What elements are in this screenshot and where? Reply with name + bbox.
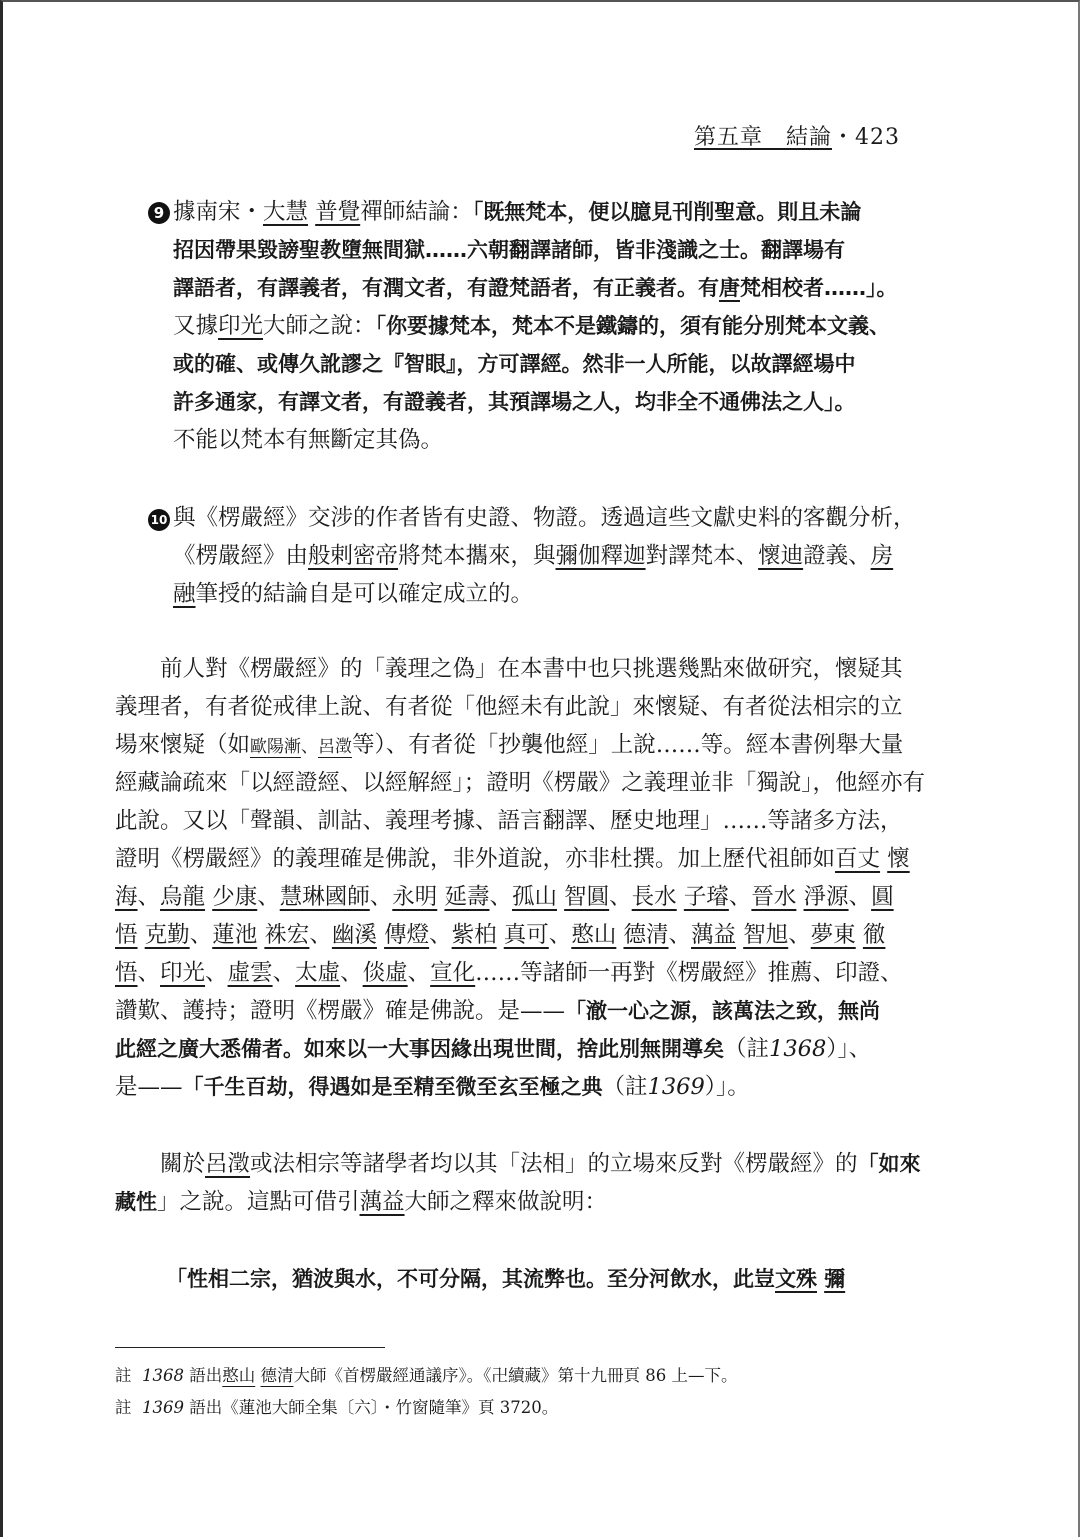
item-9: [148, 193, 898, 459]
item-9-line-3: 譯語者，有譯義者，有潤文者，有證梵語者，有正義者。有唐梵相校者……」。: [173, 276, 898, 300]
paragraph-line: 海、烏龍 少康、慧琳國師、永明 延壽、孤山 智圓、長水 子璿、晉水 淨源、圓: [115, 884, 894, 910]
person-name: 彌: [824, 1267, 846, 1291]
running-header: [694, 120, 900, 151]
person-name: 般剌密帝: [308, 543, 399, 569]
item-10-line-3: 融筆授的結論自是可以確定成立的。: [173, 581, 534, 607]
person-name: 融: [173, 581, 196, 607]
person-name: 懷迪: [758, 543, 804, 569]
paragraph-line: 悟 克勤、蓮池 袾宏、幽溪 傳燈、紫柏 真可、憨山 德清、蕅益 智旭、夢東 徹: [115, 922, 886, 948]
person-name: 歐陽漸: [250, 737, 302, 757]
item-9-line-2: 招因帶果毀謗聖教墮無間獄……六朝翻譯諸師，皆非淺識之士。翻譯場有: [173, 238, 845, 262]
note-ref: （註: [602, 1074, 648, 1100]
item-9-line-1: 9 據南宋・大慧 普覺禪師結論：「既無梵本，便以臆見刊削聖意。則且未論: [148, 193, 898, 231]
paragraph-line: 義理者，有者從戒律上說、有者從「他經未有此說」來懷疑、有者從法相宗的立: [115, 694, 903, 720]
quotation: 「澈一心之源，該萬法之致，無尚: [565, 999, 881, 1023]
paragraph-line: 場來懷疑（如歐陽漸、呂澂等）、有者從「抄襲他經」上說……等。經本書例舉大量: [115, 732, 904, 758]
paragraph-line: 關於呂澂或法相宗等諸學者均以其「法相」的立場來反對《楞嚴經》的「如來: [160, 1151, 921, 1177]
quote-line: 「性相二宗，猶波與水，不可分隔，其流弊也。至分河飲水，此豈文殊 彌: [166, 1267, 846, 1291]
paragraph-line: 是——「千生百劫，得遇如是至精至微至玄至極之典（註1369）」。: [115, 1074, 750, 1100]
footnotes: [115, 1360, 738, 1424]
item-10: [148, 499, 916, 613]
paragraph-line: 前人對《楞嚴經》的「義理之偽」在本書中也只挑選幾點來做研究，懷疑其: [160, 656, 903, 682]
header-separator: ・: [831, 125, 855, 150]
dynasty-name: 唐: [719, 276, 740, 300]
quotation: 此經之廣大悉備者。如來以一大事因緣出現世間，捨此別無開導矣: [115, 1037, 724, 1061]
person-name: 彌伽釋迦: [555, 543, 646, 569]
person-name: 呂澂: [205, 1151, 251, 1177]
block-quote: [166, 1260, 845, 1298]
person-name: 百丈: [835, 846, 881, 872]
person-name: 大慧: [263, 199, 309, 225]
item-9-line-5: 或的確、或傳久訛謬之『智眼』，方可譯經。然非一人所能，以故譯經場中: [173, 352, 856, 376]
paragraph-line: 此說。又以「聲韻、訓詁、義理考據、語言翻譯、歷史地理」……等諸多方法，: [115, 808, 903, 834]
item-9-marker: 9: [148, 202, 170, 224]
chapter-title: 第五章 結論: [693, 125, 832, 150]
footnote-1369: 註 1369 語出《蓮池大師全集〔六〕・竹窗隨筆》頁 3720。: [115, 1398, 559, 1417]
item-9-line-4: 又據印光大師之說：「你要據梵本，梵本不是鐵鑄的，須有能分別梵本文義、: [173, 313, 891, 339]
quotation: 「既無梵本，便以臆見刊削聖意。則且未論: [472, 200, 862, 224]
note-ref-number: 1368: [769, 1036, 827, 1062]
footnote-1368: 註 1368 語出憨山 德清大師《首楞嚴經通議序》。《卍續藏》第十九冊頁 86 上—下。: [115, 1366, 738, 1385]
person-name: 呂澂: [318, 737, 353, 757]
body-paragraph-2: [115, 1145, 921, 1221]
person-name: 蕅益: [359, 1189, 405, 1215]
note-ref-number: 1369: [647, 1074, 705, 1100]
paragraph-line: 悟、印光、虛雲、太虛、倓虛、宣化……等諸師一再對《楞嚴經》推薦、印證、: [115, 960, 903, 986]
paragraph-line: 經藏論疏來「以經證經、以經解經」；證明《楞嚴》之義理並非「獨說」，他經亦有: [115, 770, 926, 796]
person-name: 印光: [218, 313, 264, 339]
person-name: 房: [870, 543, 894, 569]
person-name: 普覺: [315, 199, 361, 225]
paragraph-line: 藏性」之說。這點可借引蕅益大師之釋來做說明：: [115, 1189, 608, 1215]
item-9-line-7: 不能以梵本有無斷定其偽。: [173, 427, 444, 453]
quotation: 「你要據梵本，梵本不是鐵鑄的，須有能分別梵本文義、: [375, 314, 891, 338]
page-number: 423: [855, 125, 900, 150]
person-name: 文殊: [775, 1267, 817, 1291]
paragraph-line: 此經之廣大悉備者。如來以一大事因緣出現世間，捨此別無開導矣（註1368）」、: [115, 1036, 872, 1062]
quotation: 「千生百劫，得遇如是至精至微至玄至極之典: [182, 1075, 603, 1099]
item-10-line-1: 10 與《楞嚴經》交涉的作者皆有史證、物證。透過這些文獻史料的客觀分析，: [148, 499, 916, 537]
footnote-divider: [115, 1347, 385, 1348]
body-paragraph-1: [115, 650, 925, 1106]
note-ref: （註: [724, 1036, 770, 1062]
person-name: 懷: [887, 846, 910, 872]
item-9-line-6: 許多通家，有譯文者，有證義者，其預譯場之人，均非全不通佛法之人」。: [173, 390, 856, 414]
item-10-marker: 10: [148, 509, 170, 531]
paragraph-line: 讚歎、護持；證明《楞嚴》確是佛說。是——「澈一心之源，該萬法之致，無尚: [115, 998, 881, 1024]
item-10-line-2: 《楞嚴經》由般剌密帝將梵本攜來，與彌伽釋迦對譯梵本、懷迪證義、房: [173, 543, 894, 569]
paragraph-line: 證明《楞嚴經》的義理確是佛說，非外道說，亦非杜撰。加上歷代祖師如百丈 懷: [115, 846, 910, 872]
